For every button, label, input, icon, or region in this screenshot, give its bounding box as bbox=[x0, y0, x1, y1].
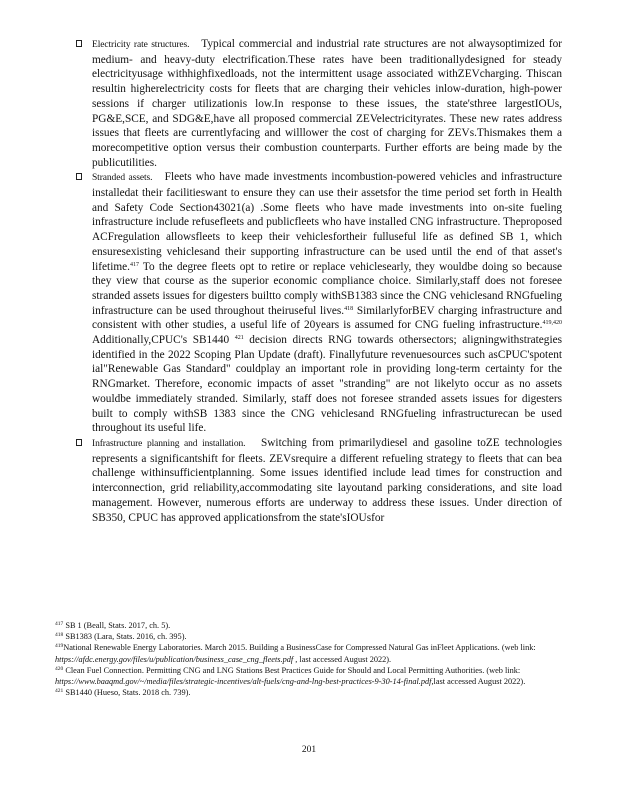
footnote-421 bbox=[55, 687, 562, 698]
footnote-420 bbox=[55, 665, 562, 687]
footnote-417 bbox=[55, 620, 562, 631]
footnote-text: ,last accessed August 2022). bbox=[431, 677, 526, 687]
footnotes bbox=[55, 620, 562, 698]
bullet-heading: Stranded assets. bbox=[92, 173, 153, 184]
bullet-box-icon bbox=[76, 173, 82, 180]
footnote-number: 420 bbox=[55, 665, 64, 672]
bullet-body: Fleets who have made investments incombustion-powered vehicles and infrastructure installedat their facilitieswant to ensure they can use their assetsfor the time period set forth in Health and Safety Code Section43021(a) .Some fleets who have made investments into on-site fueling infrastructure include refusefleets and publicfleets who have installed CNG infrastructure. Theproposed ACFregulation allowsfleets to keep their vehiclesfortheir fulluseful life as defined SB 1, which ensuresexisting vehiclesand their supporting infrastructure can be used until the end of that asset's lifetime. bbox=[92, 171, 562, 273]
bullet-rate-structures bbox=[76, 37, 562, 170]
footnote-number: 421 bbox=[55, 688, 64, 695]
footnote-419 bbox=[55, 642, 562, 664]
footnote-link[interactable]: https://afdc.energy.gov/files/u/publication/business_case_cng_fleets.pdf bbox=[55, 654, 294, 664]
footnote-number: 418 bbox=[55, 632, 64, 639]
footnote-text: Clean Fuel Connection. Permitting CNG and LNG Stations Best Practices Guide for Should and Local Permitting Authorities. (web link: bbox=[65, 665, 521, 675]
page-number: 201 bbox=[301, 745, 317, 755]
footnote-text: SB1383 (Lara, Stats. 2016, ch. 395). bbox=[65, 632, 187, 642]
bullet-stranded-assets bbox=[76, 170, 562, 436]
bullet-heading: Infrastructure planning and installation. bbox=[92, 438, 246, 449]
footnote-text: , last accessed August 2022). bbox=[293, 654, 392, 664]
footnote-number: 419 bbox=[55, 643, 64, 650]
bullet-heading: Electricity rate structures. bbox=[92, 40, 190, 50]
bullet-body: decision directs RNG towards othersectors; aligningwithstrategies identified in the 2022 Scoping Plan Update (draft). Finallyfuture revenuesources such asCPUC'spotent ial"Renewable Gas Standard" couldplay an important role in providing long-term certainty for the RNGmarket. Therefore, economic impacts of asset "stranding" are not likelyto occur as no assets wouldbe immediately stranded. Similarly, staff does not foresee stranded assets issues for digesters built to comply withSB 1383 since the CNG vehiclesand RNGfueling infrastructurecan be used throughout its useful life. bbox=[92, 334, 562, 435]
footnote-418 bbox=[55, 631, 562, 642]
footnote-text: National Renewable Energy Laboratories. March 2015. Building a BusinessCase for Compressed Natural Gas inFleet Applications. (web link: bbox=[63, 643, 536, 653]
footnote-ref[interactable]: 418 bbox=[344, 305, 354, 312]
bullet-body: Additionally,CPUC's SB1440 bbox=[92, 334, 230, 347]
bullet-list bbox=[76, 37, 562, 525]
footnote-ref[interactable]: 417 bbox=[129, 261, 139, 268]
bullet-box-icon bbox=[76, 439, 82, 446]
bullet-body: Typical commercial and industrial rate structures are not alwaysoptimized for medium- and heavy-duty electrification.These rates have been traditionallydesigned for steady electricityusage withhighfixedloads, not the intermittent usage associated withZEVcharging. Thiscan resultin higherelectricity costs for fleets that are charging their vehicles inlow-duration, high-power sessions if charger utilizationis low.In response to these issues, the state'sthree largestIOUs, PG&E,SCE, and SDG&E,have all proposed commercial ZEVelectricityrates. These new rates address issues that fleets are currentlyfacing and willlower the cost of charging for ZEVs.Thismakes them a morecompetitive option versus their combustion counterparts. Further efforts are being made by the publicutilities. bbox=[92, 38, 562, 169]
footnote-link[interactable]: https://www.baaqmd.gov/~/media/files/strategic-incentives/alt-fuels/cng-and-lng-best-practices-9-30-14-final.pdf bbox=[55, 677, 432, 687]
bullet-body: Switching from primarilydiesel and gasoline toZE technologies represents a significantshift for fleets. ZEVsrequire a different refueling strategy to fleets that can bea challenge withinsufficientplanning. Some issues identified include lead times for construction and interconnection, grid reliability,accommodating site layoutand parking considerations, and site load management. However, numerous efforts are underway to address these issues. Under direction of SB350, CPUC has approved applicationsfrom the state'sIOUsfor bbox=[92, 436, 562, 524]
bullet-box-icon bbox=[76, 40, 82, 47]
footnote-ref[interactable]: 419,420 bbox=[542, 320, 562, 327]
bullet-body: To the degree fleets opt to retire or replace vehiclesearly, they wouldbe doing so because they view that course as the superior economic compliance choice. Similarly,staff does not foresee stranded assets issues for digesters builtto comply withSB1383 since the CNG vehiclesand RNGfueling infrastructure can be used throughout theiruseful lives. bbox=[92, 260, 562, 317]
footnote-number: 417 bbox=[55, 621, 64, 627]
footnote-ref[interactable]: 421 bbox=[234, 335, 244, 342]
footnote-text: SB 1 (Beall, Stats. 2017, ch. 5). bbox=[65, 621, 171, 630]
footnote-text: SB1440 (Hueso, Stats. 2018 ch. 739). bbox=[65, 688, 191, 698]
bullet-body: SimilarlyforBEV charging infrastructure and consistent with other studies, a useful life of 20years is assumed for CNG fueling infrastructure. bbox=[92, 304, 562, 332]
bullet-infrastructure-planning bbox=[76, 436, 562, 525]
